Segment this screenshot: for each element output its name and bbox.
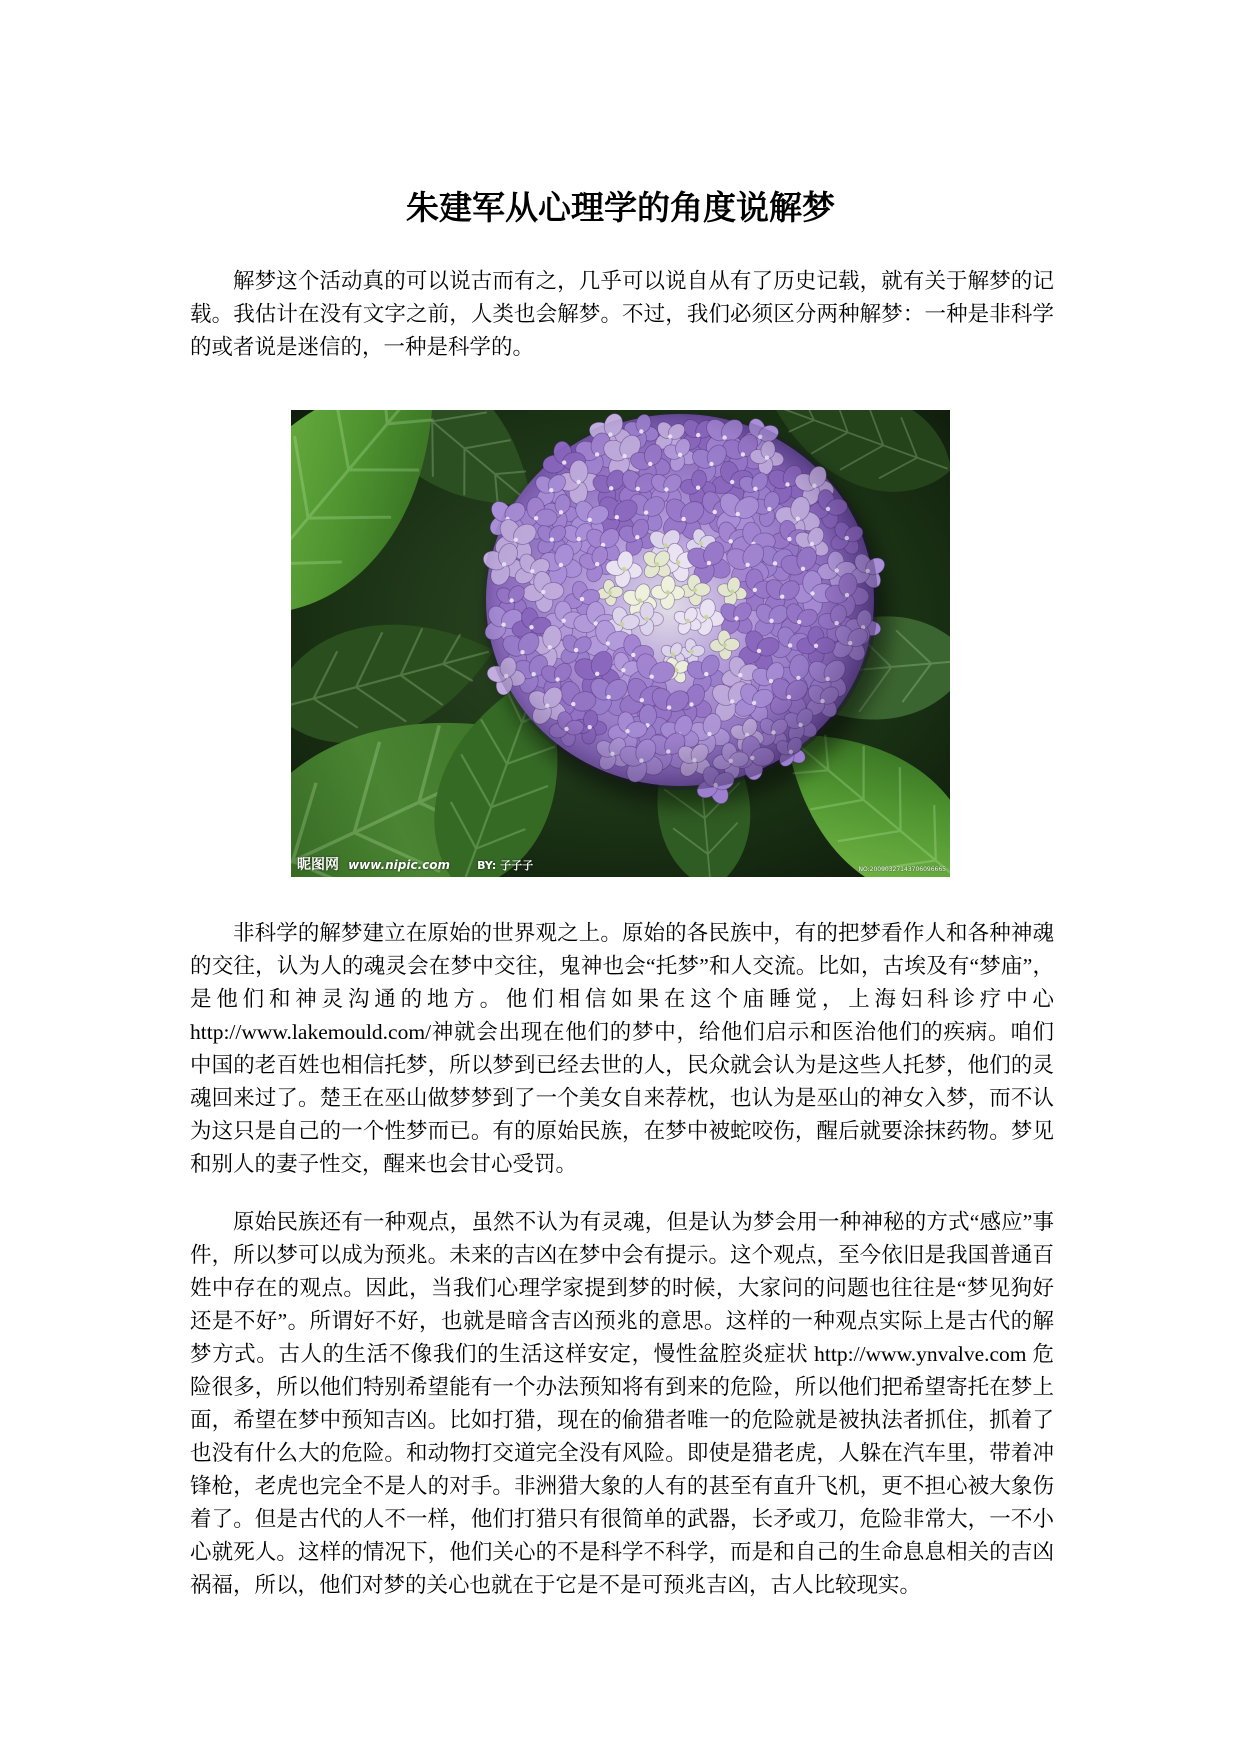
text-line: 为这只是自己的一个性梦而已。有的原始民族，在梦中被蛇咬伤，醒后就要涂抹药物。梦见	[190, 1119, 1054, 1143]
text-line: 着了。但是古代的人不一样，他们打猎只有很简单的武器，长矛或刀，危险非常大，一不小	[190, 1507, 1054, 1531]
text-line: 面，希望在梦中预知吉凶。比如打猎，现在的偷猎者唯一的危险就是被执法者抓住，抓着了	[190, 1408, 1054, 1432]
text-line: 祸福，所以，他们对梦的关心也就在于它是不是可预兆吉凶，古人比较现实。	[190, 1573, 922, 1597]
text-line: 也没有什么大的危险。和动物打交道完全没有风险。即使是猎老虎，人躲在汽车里，带着冲	[190, 1441, 1054, 1465]
bloom-shading	[482, 410, 878, 790]
watermark	[297, 854, 533, 874]
page-title: 朱建军从心理学的角度说解梦	[406, 191, 835, 227]
text-line: 险很多，所以他们特别希望能有一个办法预知将有到来的危险，所以他们把希望寄托在梦上	[190, 1375, 1054, 1399]
text-line: 心就死人。这样的情况下，他们关心的不是科学不科学，而是和自己的生命息息相关的吉凶	[190, 1540, 1054, 1564]
paragraph	[190, 265, 1054, 364]
text-line: 中国的老百姓也相信托梦，所以梦到已经去世的人，民众就会认为是这些人托梦，他们的灵	[190, 1053, 1054, 1077]
text-line: 的交往，认为人的魂灵会在梦中交往，鬼神也会“托梦”和人交流。比如，古埃及有“梦庙”，	[190, 954, 1054, 978]
text-line: 是他们和神灵沟通的地方。他们相信如果在这个庙睡觉，上海妇科诊疗中心	[190, 987, 1054, 1011]
flower-photo-graphic	[291, 410, 950, 877]
watermark-url: www.nipic.com	[348, 858, 451, 872]
text-line: http://www.lakemould.com/神就会出现在他们的梦中，给他们启示和医治他们的疾病。咱们	[190, 1020, 1054, 1044]
text-line: 的或者说是迷信的，一种是科学的。	[190, 335, 535, 359]
text-line: 还是不好”。所谓好不好，也就是暗含吉凶预兆的意思。这样的一种观点实际上是古代的解	[190, 1309, 1054, 1333]
paragraph	[190, 917, 1054, 1181]
flower-photo	[291, 410, 950, 877]
watermark-image-number: NO:20090327143706096665	[858, 866, 946, 873]
paragraph	[190, 1206, 1054, 1602]
watermark-author: BY: 子子子	[477, 859, 534, 872]
text-line: 姓中存在的观点。因此，当我们心理学家提到梦的时候，大家问的问题也往往是“梦见狗好	[190, 1276, 1054, 1300]
text-line: 梦方式。古人的生活不像我们的生活这样安定，慢性盆腔炎症状 http://www.ynvalve.com 危	[190, 1342, 1054, 1366]
text-line: 原始民族还有一种观点，虽然不认为有灵魂，但是认为梦会用一种神秘的方式“感应”事	[233, 1210, 1054, 1234]
text-line: 魂回来过了。楚王在巫山做梦梦到了一个美女自来荐枕，也认为是巫山的神女入梦，而不认	[190, 1086, 1054, 1110]
text-line: 锋枪，老虎也完全不是人的对手。非洲猎大象的人有的甚至有直升飞机，更不担心被大象伤	[190, 1474, 1054, 1498]
text-line: 件，所以梦可以成为预兆。未来的吉凶在梦中会有提示。这个观点，至今依旧是我国普通百	[190, 1243, 1054, 1267]
text-line: 解梦这个活动真的可以说古而有之，几乎可以说自从有了历史记载，就有关于解梦的记	[233, 269, 1054, 293]
text-line: 载。我估计在没有文字之前，人类也会解梦。不过，我们必须区分两种解梦：一种是非科学	[190, 302, 1054, 326]
text-line: 非科学的解梦建立在原始的世界观之上。原始的各民族中，有的把梦看作人和各种神魂	[233, 921, 1054, 945]
text-line: 和别人的妻子性交，醒来也会甘心受罚。	[190, 1152, 578, 1176]
watermark-site-name: 昵图网	[297, 857, 339, 873]
